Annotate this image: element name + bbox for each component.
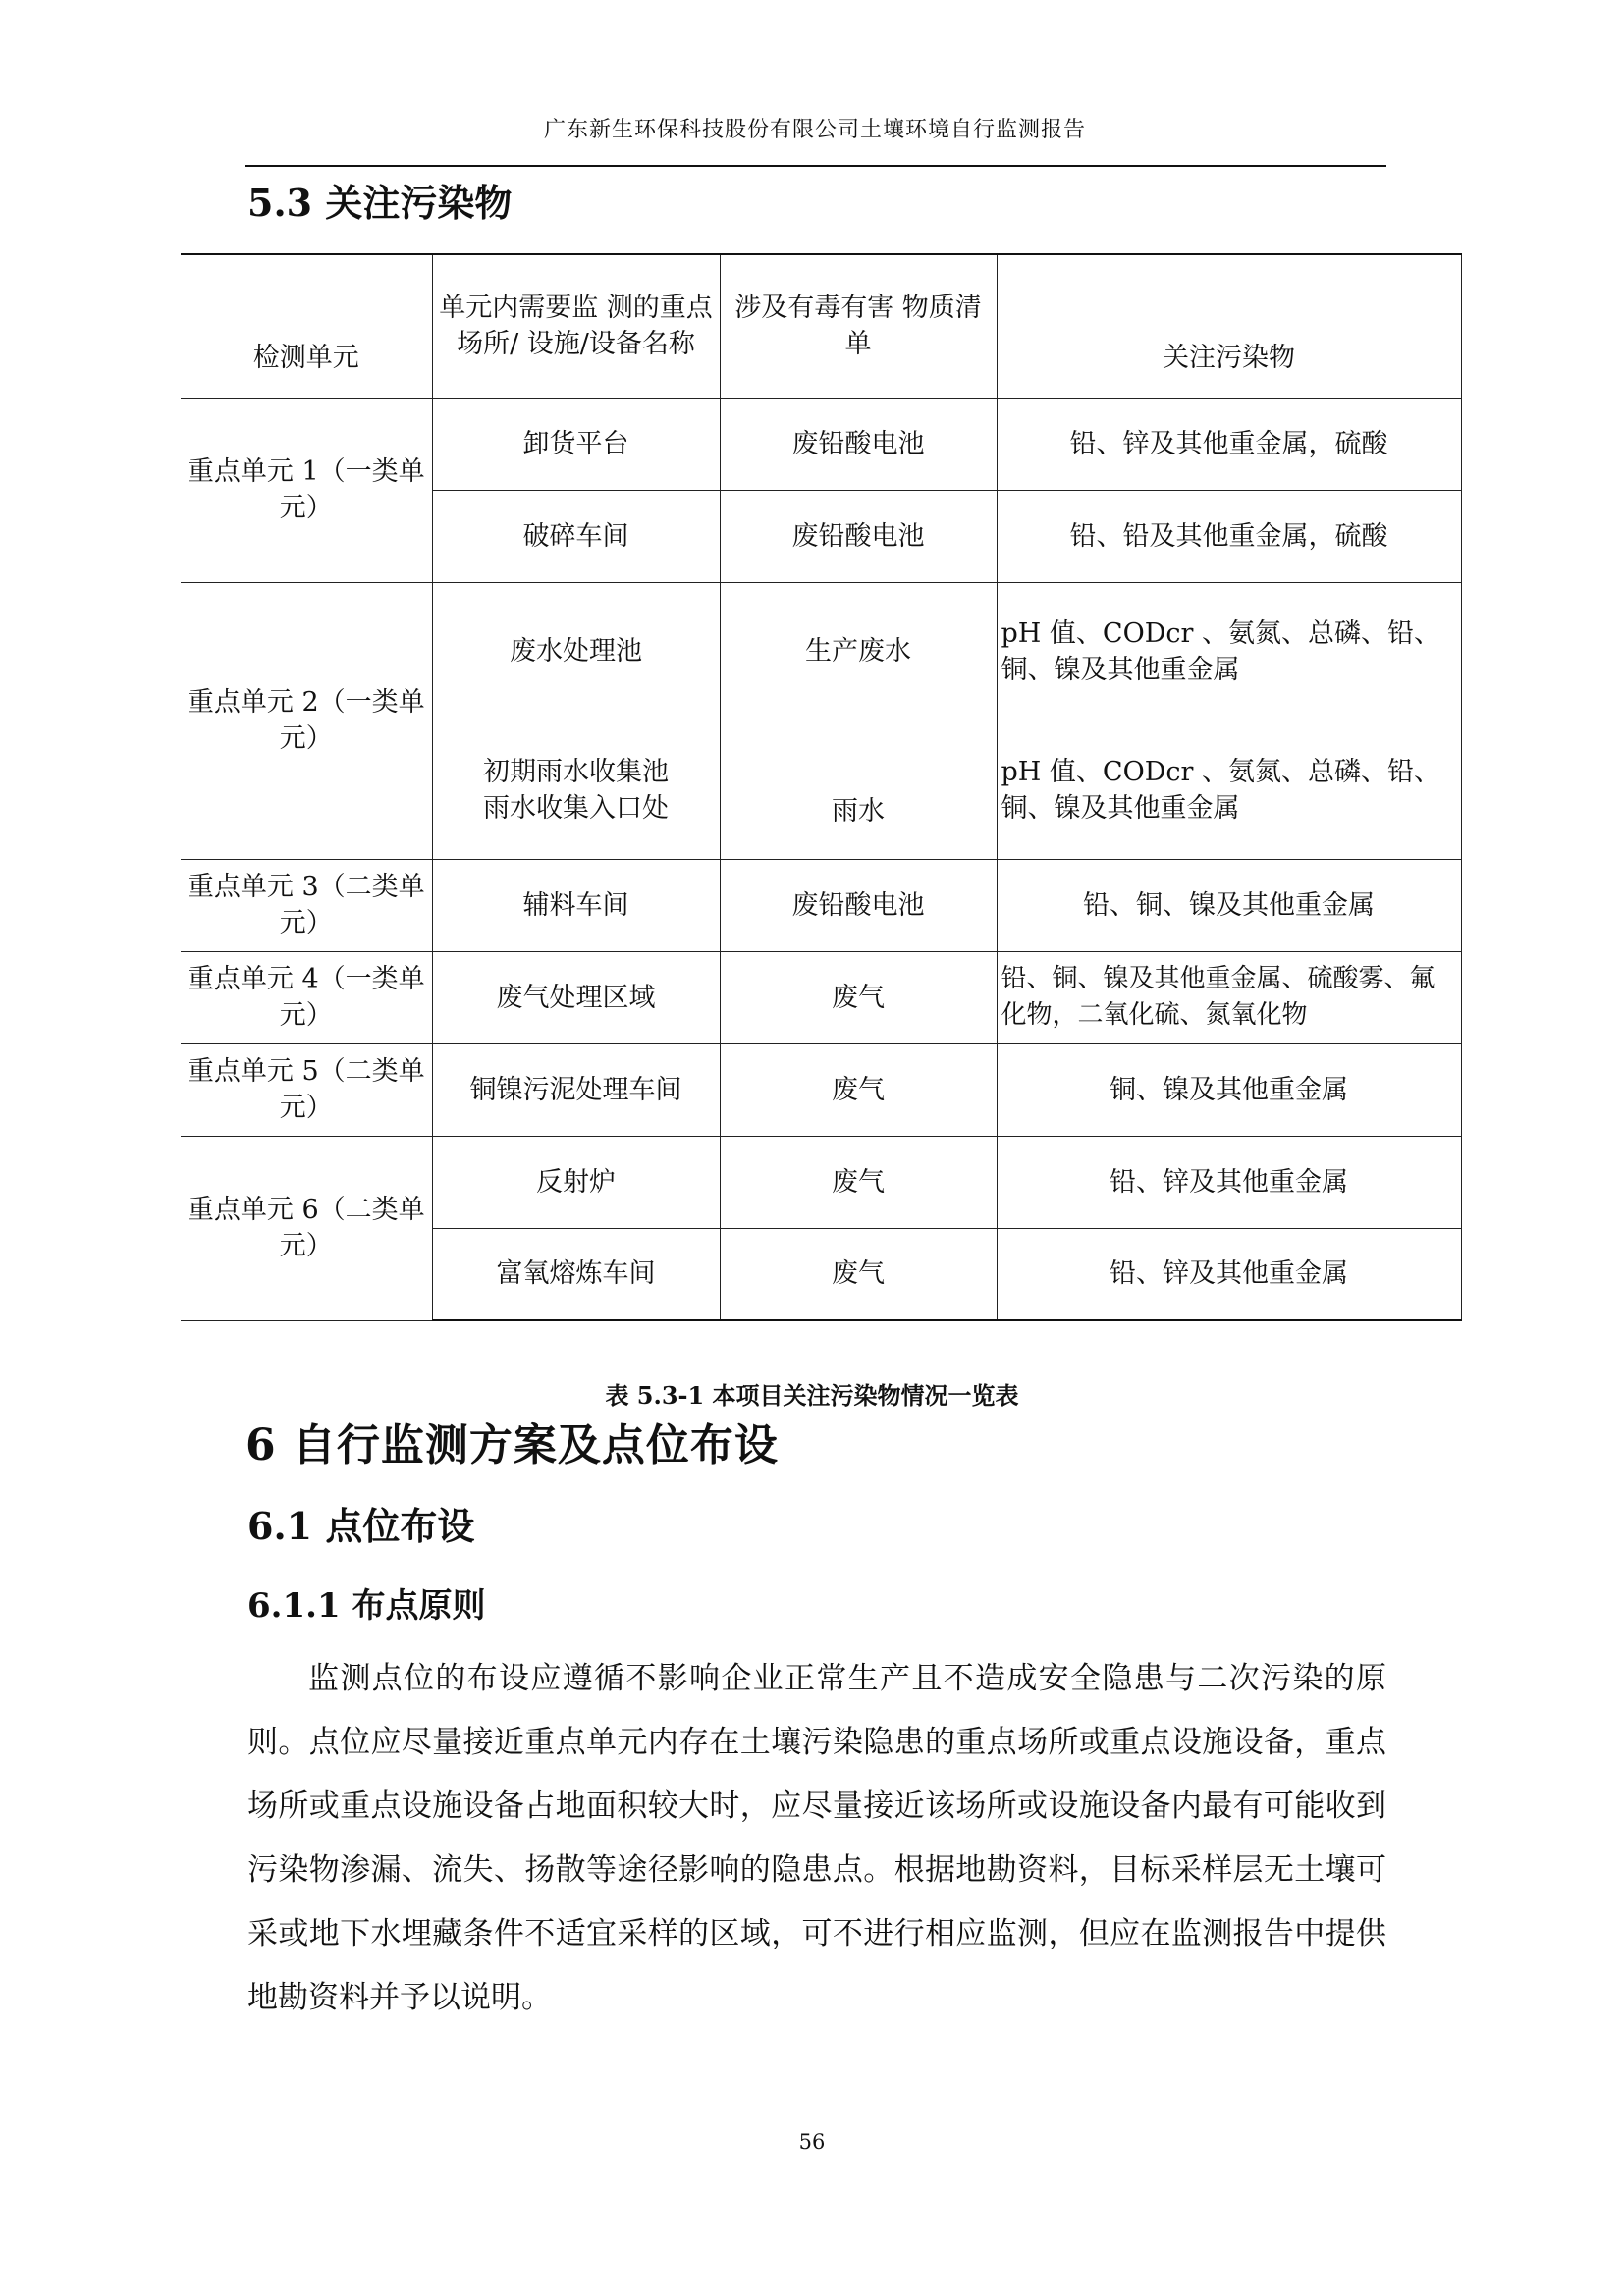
pollutant-table — [181, 253, 1462, 1321]
facility-cell: 富氧熔炼车间 — [432, 1228, 720, 1320]
table-row — [181, 582, 1461, 721]
facility-cell: 卸货平台 — [432, 398, 720, 490]
substance-cell: 生产废水 — [720, 582, 997, 721]
substance-cell: 雨水 — [720, 721, 997, 859]
substance-cell: 废气 — [720, 1043, 997, 1136]
header-rule — [245, 165, 1386, 167]
table-row — [181, 1043, 1461, 1136]
table-row — [181, 1136, 1461, 1228]
unit-cell: 重点单元 6（二类单元） — [181, 1136, 432, 1320]
facility-cell: 废水处理池 — [432, 582, 720, 721]
table-row — [181, 398, 1461, 490]
body-paragraph: 监测点位的布设应遵循不影响企业正常生产且不造成安全隐患与二次污染的原则。点位应尽量接近重点单元内存在土壤污染隐患的重点场所或重点设施设备，重点场所或重点设施设备占地面积较大时，应尽量接近该场所或设施设备内最有可能收到污染物渗漏、流失、扬散等途径影响的隐患点。根据地勘资料，目标采样层无土壤可采或地下水埋藏条件不适宜采样的区域，可不进行相应监测，但应在监测报告中提供地勘资料并予以说明。 — [247, 1661, 1386, 2015]
table-row — [181, 951, 1461, 1043]
substance-cell: 废气 — [720, 1136, 997, 1228]
facility-cell: 铜镍污泥处理车间 — [432, 1043, 720, 1136]
substance-cell: 废气 — [720, 1228, 997, 1320]
pollutant-cell: 铅、铜、镍及其他重金属、硫酸雾、氟化物，二氧化硫、氮氧化物 — [997, 951, 1461, 1043]
substance-cell: 废铅酸电池 — [720, 859, 997, 951]
pollutant-cell: 铅、锌及其他重金属 — [997, 1136, 1461, 1228]
pollutant-cell: 铜、镍及其他重金属 — [997, 1043, 1461, 1136]
pollutant-cell: 铅、铜、镍及其他重金属 — [997, 859, 1461, 951]
unit-cell: 重点单元 3（二类单元） — [181, 859, 432, 951]
chapter-6-title: 6 自行监测方案及点位布设 — [245, 1420, 779, 1470]
facility-cell: 破碎车间 — [432, 490, 720, 582]
header-pollutant: 关注污染物 — [997, 254, 1461, 398]
unit-cell: 重点单元 1（一类单元） — [181, 398, 432, 582]
header-facility: 单元内需要监 测的重点场所/ 设施/设备名称 — [432, 254, 720, 398]
header-unit: 检测单元 — [181, 254, 432, 398]
table-header-row — [181, 254, 1461, 398]
facility-cell: 初期雨水收集池雨水收集入口处 — [432, 721, 720, 859]
substance-cell: 废气 — [720, 951, 997, 1043]
unit-cell: 重点单元 2（一类单元） — [181, 582, 432, 859]
running-header: 广东新生环保科技股份有限公司土壤环境自行监测报告 — [543, 118, 1086, 142]
pollutant-cell: 铅、锌及其他重金属 — [997, 1228, 1461, 1320]
section-6-1-1-title: 6.1.1 布点原则 — [247, 1586, 486, 1626]
section-5-3-title: 5.3 关注污染物 — [247, 181, 513, 225]
substance-cell: 废铅酸电池 — [720, 398, 997, 490]
section-6-1-title: 6.1 点位布设 — [247, 1504, 475, 1548]
header-substance: 涉及有毒有害 物质清单 — [720, 254, 997, 398]
table-caption: 表 5.3-1 本项目关注污染物情况一览表 — [605, 1381, 1019, 1410]
substance-cell: 废铅酸电池 — [720, 490, 997, 582]
unit-cell: 重点单元 5（二类单元） — [181, 1043, 432, 1136]
table-row — [181, 859, 1461, 951]
facility-cell: 辅料车间 — [432, 859, 720, 951]
pollutant-cell: pH 值、CODcr 、氨氮、总磷、铅、铜、镍及其他重金属 — [997, 582, 1461, 721]
pollutant-cell: 铅、铅及其他重金属，硫酸 — [997, 490, 1461, 582]
pollutant-cell: 铅、锌及其他重金属，硫酸 — [997, 398, 1461, 490]
page-number: 56 — [798, 2130, 826, 2154]
facility-cell: 反射炉 — [432, 1136, 720, 1228]
unit-cell: 重点单元 4（一类单元） — [181, 951, 432, 1043]
facility-cell: 废气处理区域 — [432, 951, 720, 1043]
pollutant-cell: pH 值、CODcr 、氨氮、总磷、铅、铜、镍及其他重金属 — [997, 721, 1461, 859]
